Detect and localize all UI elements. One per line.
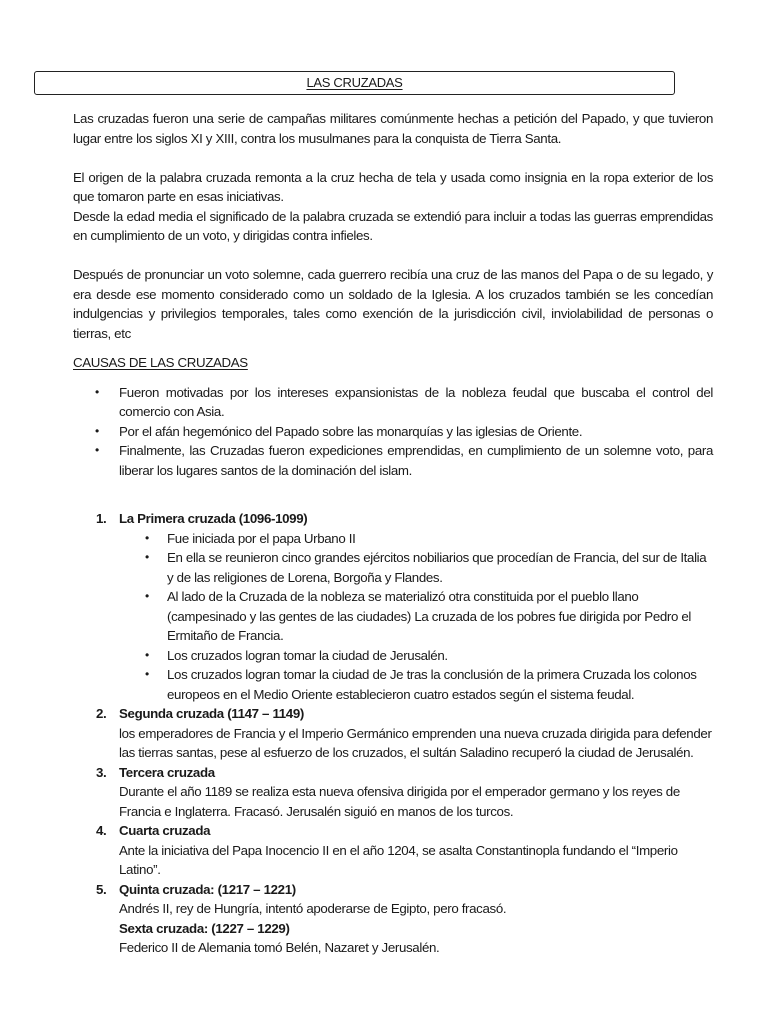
list-item xyxy=(73,383,713,422)
bullet-icon: • xyxy=(145,647,149,662)
list-item xyxy=(119,646,713,666)
crusade-description: Federico II de Alemania tomó Belén, Nazaret y Jerusalén. xyxy=(119,940,440,955)
document-body xyxy=(73,109,713,958)
item-number: 3. xyxy=(96,764,107,780)
crusade-description: los emperadores de Francia y el Imperio Germánico emprenden una nueva cruzada dirigida para defender las tierras santas, pese al esfuerzo de los cruzados, el sultán Saladino recuperó la ciudad de Jerusalén. xyxy=(119,725,712,760)
list-item xyxy=(119,529,713,549)
crusade-description: Durante el año 1189 se realiza esta nueva ofensiva dirigida por el emperador germano y los reyes de Francia e Inglaterra. Fracasó. Jerusalén siguió en manos de los turcos. xyxy=(119,784,680,819)
list-item xyxy=(119,665,713,704)
crusade-title-sexta: Sexta cruzada: (1227 – 1229) xyxy=(119,920,290,936)
crusade-item-5 xyxy=(73,880,713,958)
list-item xyxy=(119,587,713,646)
detail-text: Fue iniciada por el papa Urbano II xyxy=(167,530,356,546)
crusade-title: La Primera cruzada (1096-1099) xyxy=(119,511,308,526)
item-number: 2. xyxy=(96,706,107,721)
cause-text: Finalmente, las Cruzadas fueron expediciones emprendidas, en cumplimiento de un solemne voto, para liberar los lugares santos de la dominación del islam. xyxy=(119,443,713,478)
detail-text: Los cruzados logran tomar la ciudad de Jerusalén. xyxy=(167,647,448,663)
bullet-icon: • xyxy=(95,384,99,399)
bullet-icon: • xyxy=(145,589,149,603)
page-title: LAS CRUZADAS xyxy=(34,71,675,95)
item-number: 4. xyxy=(96,823,107,838)
crusade-title: Quinta cruzada: (1217 – 1221) xyxy=(119,881,296,897)
cause-text: Fueron motivadas por los intereses expansionistas de la nobleza feudal que buscaba el control del comercio con Asia. xyxy=(119,384,713,419)
crusades-list xyxy=(73,509,713,958)
crusade-description: Andrés II, rey de Hungría, intentó apoderarse de Egipto, pero fracasó. xyxy=(119,901,507,916)
item-number: 5. xyxy=(96,881,107,897)
crusade-item-3 xyxy=(73,763,713,822)
detail-text: Al lado de la Cruzada de la nobleza se materializó otra constituida por el pueblo llano (campesinado y las gentes de las ciudades) La cruzada de los pobres fue dirigida por Pedro el Ermitaño de Francia. xyxy=(167,589,692,643)
bullet-icon: • xyxy=(95,443,99,457)
vow-paragraph: Después de pronunciar un voto solemne, cada guerrero recibía una cruz de las manos del Papa o de su legado, y era desde ese momento considerado como un soldado de la Iglesia. A los cruzados también se les concedían indulgencias y privilegios temporales, tales como exención de la jurisdicción civil, inviolabilidad de personas o tierras, etc xyxy=(73,267,713,341)
causes-list xyxy=(73,383,713,481)
meaning-paragraph: Desde la edad media el significado de la palabra cruzada se extendió para incluir a todas las guerras emprendidas en cumplimiento de un voto, y dirigidas contra infieles. xyxy=(73,208,713,243)
origin-paragraph: El origen de la palabra cruzada remonta a la cruz hecha de tela y usada como insignia en la ropa exterior de los que tomaron parte en esas iniciativas. xyxy=(73,169,713,204)
bullet-icon: • xyxy=(145,550,149,564)
crusade-item-4 xyxy=(73,821,713,880)
item-number: 1. xyxy=(96,511,107,526)
list-item xyxy=(73,441,713,480)
list-item xyxy=(73,422,713,442)
bullet-icon: • xyxy=(95,423,99,438)
crusade-item-1 xyxy=(73,509,713,704)
crusade-title: Cuarta cruzada xyxy=(119,823,211,838)
detail-text: Los cruzados logran tomar la ciudad de Je tras la conclusión de la primera Cruzada los colonos europeos en el Medio Oriente establecieron cuatro estados según el sistema feudal. xyxy=(167,667,697,702)
crusade-title: Segunda cruzada (1147 – 1149) xyxy=(119,706,304,721)
crusade-description: Ante la iniciativa del Papa Inocencio II en el año 1204, se asalta Constantinopla fundando el “Imperio Latino”. xyxy=(119,842,678,877)
crusade-1-details xyxy=(119,529,713,705)
detail-text: En ella se reunieron cinco grandes ejércitos nobiliarios que procedían de Francia, del sur de Italia y de las religiones de Lorena, Borgoña y Flandes. xyxy=(167,550,707,585)
causes-heading: CAUSAS DE LAS CRUZADAS xyxy=(73,355,248,370)
list-item xyxy=(119,548,713,587)
intro-paragraph: Las cruzadas fueron una serie de campañas militares comúnmente hechas a petición del Papado, y que tuvieron lugar entre los siglos XI y XIII, contra los musulmanes para la conquista de Tierra Santa. xyxy=(73,111,713,146)
crusade-item-2 xyxy=(73,704,713,763)
bullet-icon: • xyxy=(145,667,149,681)
cause-text: Por el afán hegemónico del Papado sobre las monarquías y las iglesias de Oriente. xyxy=(119,423,583,439)
bullet-icon: • xyxy=(145,530,149,545)
crusade-title: Tercera cruzada xyxy=(119,764,215,780)
